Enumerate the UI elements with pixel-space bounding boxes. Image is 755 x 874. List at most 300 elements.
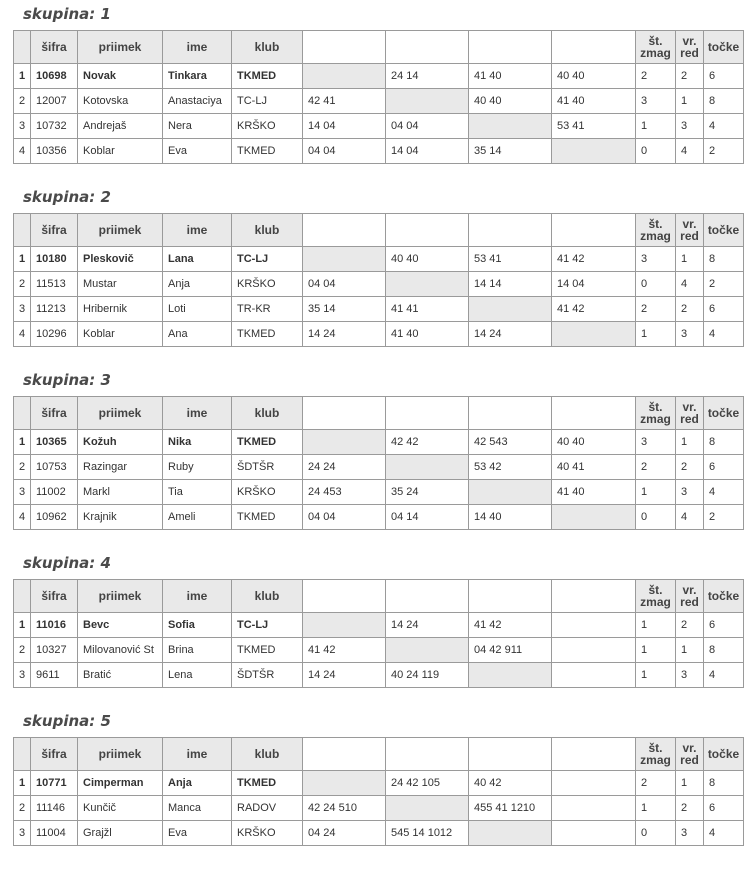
player-tocke: 6	[704, 613, 744, 638]
match-score: 41 41	[386, 297, 469, 322]
header-st-zmag	[636, 397, 676, 430]
header-vr-red-line1: vr.	[682, 583, 697, 597]
header-vr-red	[676, 31, 704, 64]
match-score: 04 04	[386, 114, 469, 139]
player-klub: KRŠKO	[232, 480, 303, 505]
self-match-cell	[303, 247, 386, 272]
player-ime: Eva	[163, 821, 232, 846]
header-st-zmag-line1: št.	[648, 217, 663, 231]
player-num: 4	[14, 505, 31, 530]
header-st-zmag-line1: št.	[648, 34, 663, 48]
player-ime: Brina	[163, 638, 232, 663]
player-ime: Loti	[163, 297, 232, 322]
match-score	[552, 663, 636, 688]
player-ime: Lana	[163, 247, 232, 272]
header-st-zmag-line1: št.	[648, 583, 663, 597]
header-st-zmag-line2: zmag	[640, 753, 671, 767]
player-priimek: Koblar	[78, 139, 163, 164]
player-num: 1	[14, 771, 31, 796]
header-st-zmag	[636, 31, 676, 64]
player-sifra: 11146	[31, 796, 78, 821]
header-priimek: priimek	[78, 397, 163, 430]
group-title: skupina: 4	[23, 554, 111, 572]
group-title: skupina: 2	[23, 188, 111, 206]
player-row	[14, 455, 744, 480]
match-score: 42 543	[469, 430, 552, 455]
player-row	[14, 430, 744, 455]
header-st-zmag	[636, 580, 676, 613]
match-score	[552, 821, 636, 846]
header-opponent	[386, 214, 469, 247]
match-score: 40 40	[469, 89, 552, 114]
header-opponent	[552, 738, 636, 771]
match-score: 24 42 105	[386, 771, 469, 796]
match-score: 14 14	[469, 272, 552, 297]
player-num: 3	[14, 821, 31, 846]
player-zmag: 1	[636, 114, 676, 139]
player-priimek: Koblar	[78, 322, 163, 347]
player-zmag: 1	[636, 796, 676, 821]
player-tocke: 8	[704, 89, 744, 114]
match-score: 35 24	[386, 480, 469, 505]
player-zmag: 1	[636, 638, 676, 663]
player-red: 3	[676, 114, 704, 139]
player-tocke: 6	[704, 297, 744, 322]
match-score: 14 04	[303, 114, 386, 139]
player-sifra: 11004	[31, 821, 78, 846]
header-tocke: točke	[704, 738, 744, 771]
group-table	[13, 579, 744, 688]
match-score: 40 40	[386, 247, 469, 272]
self-match-cell	[386, 796, 469, 821]
match-score: 545 14 1012	[386, 821, 469, 846]
match-score: 04 04	[303, 139, 386, 164]
header-opponent	[469, 214, 552, 247]
header-opponent	[386, 738, 469, 771]
header-opponent	[469, 738, 552, 771]
group-table	[13, 213, 744, 347]
group-title: skupina: 1	[23, 5, 111, 23]
match-score	[552, 771, 636, 796]
player-ime: Tia	[163, 480, 232, 505]
header-vr-red	[676, 580, 704, 613]
player-priimek: Grajžl	[78, 821, 163, 846]
player-tocke: 8	[704, 247, 744, 272]
header-vr-red	[676, 397, 704, 430]
player-priimek: Markl	[78, 480, 163, 505]
player-klub: TKMED	[232, 771, 303, 796]
header-st-zmag-line1: št.	[648, 741, 663, 755]
match-score: 40 41	[552, 455, 636, 480]
header-st-zmag-line1: št.	[648, 400, 663, 414]
player-zmag: 0	[636, 272, 676, 297]
header-klub: klub	[232, 580, 303, 613]
player-klub: TKMED	[232, 430, 303, 455]
player-row	[14, 613, 744, 638]
player-sifra: 10296	[31, 322, 78, 347]
player-row	[14, 480, 744, 505]
player-row	[14, 796, 744, 821]
self-match-cell	[469, 663, 552, 688]
player-priimek: Krajnik	[78, 505, 163, 530]
player-priimek: Mustar	[78, 272, 163, 297]
player-num: 2	[14, 638, 31, 663]
header-sifra: šifra	[31, 397, 78, 430]
player-priimek: Razingar	[78, 455, 163, 480]
header-vr-red-line1: vr.	[682, 741, 697, 755]
match-score: 41 40	[552, 89, 636, 114]
header-ime: ime	[163, 580, 232, 613]
header-opponent	[386, 31, 469, 64]
player-priimek: Cimperman	[78, 771, 163, 796]
match-score: 04 14	[386, 505, 469, 530]
player-klub: KRŠKO	[232, 114, 303, 139]
group-title: skupina: 3	[23, 371, 111, 389]
player-red: 3	[676, 480, 704, 505]
header-vr-red-line2: red	[680, 412, 699, 426]
player-num: 2	[14, 796, 31, 821]
match-score: 14 40	[469, 505, 552, 530]
match-score: 40 24 119	[386, 663, 469, 688]
player-tocke: 8	[704, 771, 744, 796]
header-opponent	[303, 397, 386, 430]
group-table	[13, 737, 744, 846]
header-opponent	[552, 31, 636, 64]
header-num	[14, 738, 31, 771]
match-score: 41 42	[552, 297, 636, 322]
match-score: 14 04	[386, 139, 469, 164]
self-match-cell	[469, 297, 552, 322]
player-ime: Manca	[163, 796, 232, 821]
player-priimek: Pleskovič	[78, 247, 163, 272]
player-tocke: 2	[704, 272, 744, 297]
player-klub: TKMED	[232, 64, 303, 89]
player-row	[14, 64, 744, 89]
self-match-cell	[386, 89, 469, 114]
match-score: 40 42	[469, 771, 552, 796]
player-red: 3	[676, 821, 704, 846]
header-tocke: točke	[704, 397, 744, 430]
player-priimek: Hribernik	[78, 297, 163, 322]
player-ime: Ana	[163, 322, 232, 347]
player-zmag: 2	[636, 455, 676, 480]
self-match-cell	[303, 430, 386, 455]
player-klub: TKMED	[232, 139, 303, 164]
player-num: 2	[14, 89, 31, 114]
player-tocke: 8	[704, 638, 744, 663]
player-priimek: Bratić	[78, 663, 163, 688]
match-score: 24 24	[303, 455, 386, 480]
player-sifra: 11002	[31, 480, 78, 505]
header-opponent	[303, 580, 386, 613]
header-row	[14, 214, 744, 247]
header-opponent	[386, 397, 469, 430]
header-ime: ime	[163, 31, 232, 64]
header-klub: klub	[232, 31, 303, 64]
player-sifra: 9611	[31, 663, 78, 688]
header-tocke: točke	[704, 214, 744, 247]
match-score: 40 40	[552, 430, 636, 455]
header-klub: klub	[232, 397, 303, 430]
match-score	[552, 796, 636, 821]
match-score: 41 40	[469, 64, 552, 89]
player-row	[14, 89, 744, 114]
header-sifra: šifra	[31, 580, 78, 613]
match-score: 04 04	[303, 272, 386, 297]
player-red: 2	[676, 613, 704, 638]
player-row	[14, 771, 744, 796]
player-tocke: 4	[704, 322, 744, 347]
player-zmag: 1	[636, 613, 676, 638]
match-score: 40 40	[552, 64, 636, 89]
player-zmag: 2	[636, 64, 676, 89]
self-match-cell	[552, 139, 636, 164]
match-score: 14 04	[552, 272, 636, 297]
header-row	[14, 580, 744, 613]
player-ime: Sofia	[163, 613, 232, 638]
player-klub: TC-LJ	[232, 247, 303, 272]
player-num: 1	[14, 247, 31, 272]
group-table	[13, 30, 744, 164]
match-score: 14 24	[469, 322, 552, 347]
player-tocke: 6	[704, 455, 744, 480]
header-opponent	[469, 31, 552, 64]
header-vr-red-line1: vr.	[682, 217, 697, 231]
match-score: 42 42	[386, 430, 469, 455]
player-ime: Anja	[163, 272, 232, 297]
header-klub: klub	[232, 738, 303, 771]
self-match-cell	[552, 322, 636, 347]
player-sifra: 10365	[31, 430, 78, 455]
match-score: 04 04	[303, 505, 386, 530]
header-priimek: priimek	[78, 214, 163, 247]
header-row	[14, 31, 744, 64]
player-red: 4	[676, 272, 704, 297]
player-tocke: 4	[704, 480, 744, 505]
player-tocke: 6	[704, 796, 744, 821]
match-score: 41 42	[303, 638, 386, 663]
header-sifra: šifra	[31, 214, 78, 247]
player-num: 3	[14, 297, 31, 322]
match-score: 14 24	[386, 613, 469, 638]
match-score: 42 41	[303, 89, 386, 114]
header-vr-red-line2: red	[680, 46, 699, 60]
header-vr-red-line1: vr.	[682, 34, 697, 48]
player-ime: Eva	[163, 139, 232, 164]
match-score: 455 41 1210	[469, 796, 552, 821]
header-num	[14, 31, 31, 64]
header-klub: klub	[232, 214, 303, 247]
player-sifra: 11016	[31, 613, 78, 638]
player-red: 4	[676, 139, 704, 164]
player-priimek: Kožuh	[78, 430, 163, 455]
player-red: 2	[676, 297, 704, 322]
header-tocke: točke	[704, 31, 744, 64]
player-sifra: 10962	[31, 505, 78, 530]
player-klub: ŠDTŠR	[232, 455, 303, 480]
player-ime: Anja	[163, 771, 232, 796]
header-priimek: priimek	[78, 738, 163, 771]
self-match-cell	[469, 480, 552, 505]
player-klub: TKMED	[232, 322, 303, 347]
self-match-cell	[469, 114, 552, 139]
player-row	[14, 663, 744, 688]
header-vr-red-line2: red	[680, 753, 699, 767]
header-sifra: šifra	[31, 31, 78, 64]
player-num: 3	[14, 114, 31, 139]
header-st-zmag-line2: zmag	[640, 46, 671, 60]
match-score: 14 24	[303, 322, 386, 347]
match-score: 04 24	[303, 821, 386, 846]
player-tocke: 2	[704, 139, 744, 164]
header-num	[14, 397, 31, 430]
header-vr-red-line1: vr.	[682, 400, 697, 414]
header-opponent	[386, 580, 469, 613]
player-sifra: 11213	[31, 297, 78, 322]
match-score: 35 14	[469, 139, 552, 164]
player-row	[14, 322, 744, 347]
player-zmag: 2	[636, 297, 676, 322]
header-vr-red	[676, 738, 704, 771]
player-red: 3	[676, 663, 704, 688]
header-ime: ime	[163, 397, 232, 430]
player-klub: TR-KR	[232, 297, 303, 322]
self-match-cell	[303, 771, 386, 796]
header-sifra: šifra	[31, 738, 78, 771]
header-st-zmag	[636, 738, 676, 771]
self-match-cell	[303, 64, 386, 89]
player-sifra: 10698	[31, 64, 78, 89]
player-klub: TC-LJ	[232, 613, 303, 638]
header-st-zmag-line2: zmag	[640, 595, 671, 609]
player-ime: Anastaciya	[163, 89, 232, 114]
header-st-zmag-line2: zmag	[640, 229, 671, 243]
player-klub: TC-LJ	[232, 89, 303, 114]
player-red: 1	[676, 638, 704, 663]
header-opponent	[469, 397, 552, 430]
header-opponent	[552, 580, 636, 613]
header-priimek: priimek	[78, 31, 163, 64]
player-row	[14, 114, 744, 139]
player-sifra: 11513	[31, 272, 78, 297]
match-score: 14 24	[303, 663, 386, 688]
player-ime: Lena	[163, 663, 232, 688]
match-score: 42 24 510	[303, 796, 386, 821]
player-tocke: 6	[704, 64, 744, 89]
player-sifra: 10771	[31, 771, 78, 796]
self-match-cell	[469, 821, 552, 846]
player-zmag: 2	[636, 771, 676, 796]
header-row	[14, 738, 744, 771]
self-match-cell	[386, 272, 469, 297]
header-st-zmag-line2: zmag	[640, 412, 671, 426]
player-ime: Nika	[163, 430, 232, 455]
player-ime: Tinkara	[163, 64, 232, 89]
player-sifra: 10180	[31, 247, 78, 272]
player-klub: ŠDTŠR	[232, 663, 303, 688]
match-score	[552, 613, 636, 638]
player-red: 1	[676, 89, 704, 114]
match-score: 53 41	[552, 114, 636, 139]
player-row	[14, 297, 744, 322]
header-priimek: priimek	[78, 580, 163, 613]
player-tocke: 4	[704, 114, 744, 139]
player-num: 2	[14, 455, 31, 480]
player-ime: Ameli	[163, 505, 232, 530]
player-num: 3	[14, 480, 31, 505]
player-zmag: 1	[636, 480, 676, 505]
header-opponent	[469, 580, 552, 613]
match-score: 53 41	[469, 247, 552, 272]
player-zmag: 0	[636, 505, 676, 530]
header-tocke: točke	[704, 580, 744, 613]
header-opponent	[303, 214, 386, 247]
player-red: 3	[676, 322, 704, 347]
player-sifra: 10356	[31, 139, 78, 164]
player-klub: RADOV	[232, 796, 303, 821]
match-score: 41 40	[386, 322, 469, 347]
self-match-cell	[303, 613, 386, 638]
player-ime: Ruby	[163, 455, 232, 480]
player-priimek: Andrejaš	[78, 114, 163, 139]
group-table	[13, 396, 744, 530]
player-row	[14, 638, 744, 663]
player-sifra: 10753	[31, 455, 78, 480]
header-opponent	[552, 397, 636, 430]
self-match-cell	[386, 638, 469, 663]
player-zmag: 3	[636, 430, 676, 455]
header-vr-red	[676, 214, 704, 247]
player-sifra: 10327	[31, 638, 78, 663]
header-row	[14, 397, 744, 430]
player-red: 1	[676, 771, 704, 796]
player-ime: Nera	[163, 114, 232, 139]
match-score: 04 42 911	[469, 638, 552, 663]
match-score: 35 14	[303, 297, 386, 322]
player-priimek: Novak	[78, 64, 163, 89]
header-opponent	[303, 738, 386, 771]
player-tocke: 2	[704, 505, 744, 530]
header-ime: ime	[163, 738, 232, 771]
player-priimek: Bevc	[78, 613, 163, 638]
player-red: 2	[676, 455, 704, 480]
header-ime: ime	[163, 214, 232, 247]
player-zmag: 0	[636, 821, 676, 846]
player-klub: TKMED	[232, 638, 303, 663]
match-score: 53 42	[469, 455, 552, 480]
player-red: 2	[676, 64, 704, 89]
player-num: 4	[14, 322, 31, 347]
player-num: 2	[14, 272, 31, 297]
player-num: 3	[14, 663, 31, 688]
match-score	[552, 638, 636, 663]
player-num: 1	[14, 613, 31, 638]
player-num: 1	[14, 430, 31, 455]
player-row	[14, 505, 744, 530]
match-score: 24 14	[386, 64, 469, 89]
player-row	[14, 821, 744, 846]
player-zmag: 3	[636, 247, 676, 272]
header-num	[14, 214, 31, 247]
match-score: 41 42	[469, 613, 552, 638]
header-opponent	[303, 31, 386, 64]
self-match-cell	[552, 505, 636, 530]
match-score: 41 40	[552, 480, 636, 505]
player-red: 4	[676, 505, 704, 530]
player-sifra: 12007	[31, 89, 78, 114]
player-zmag: 3	[636, 89, 676, 114]
match-score: 24 453	[303, 480, 386, 505]
